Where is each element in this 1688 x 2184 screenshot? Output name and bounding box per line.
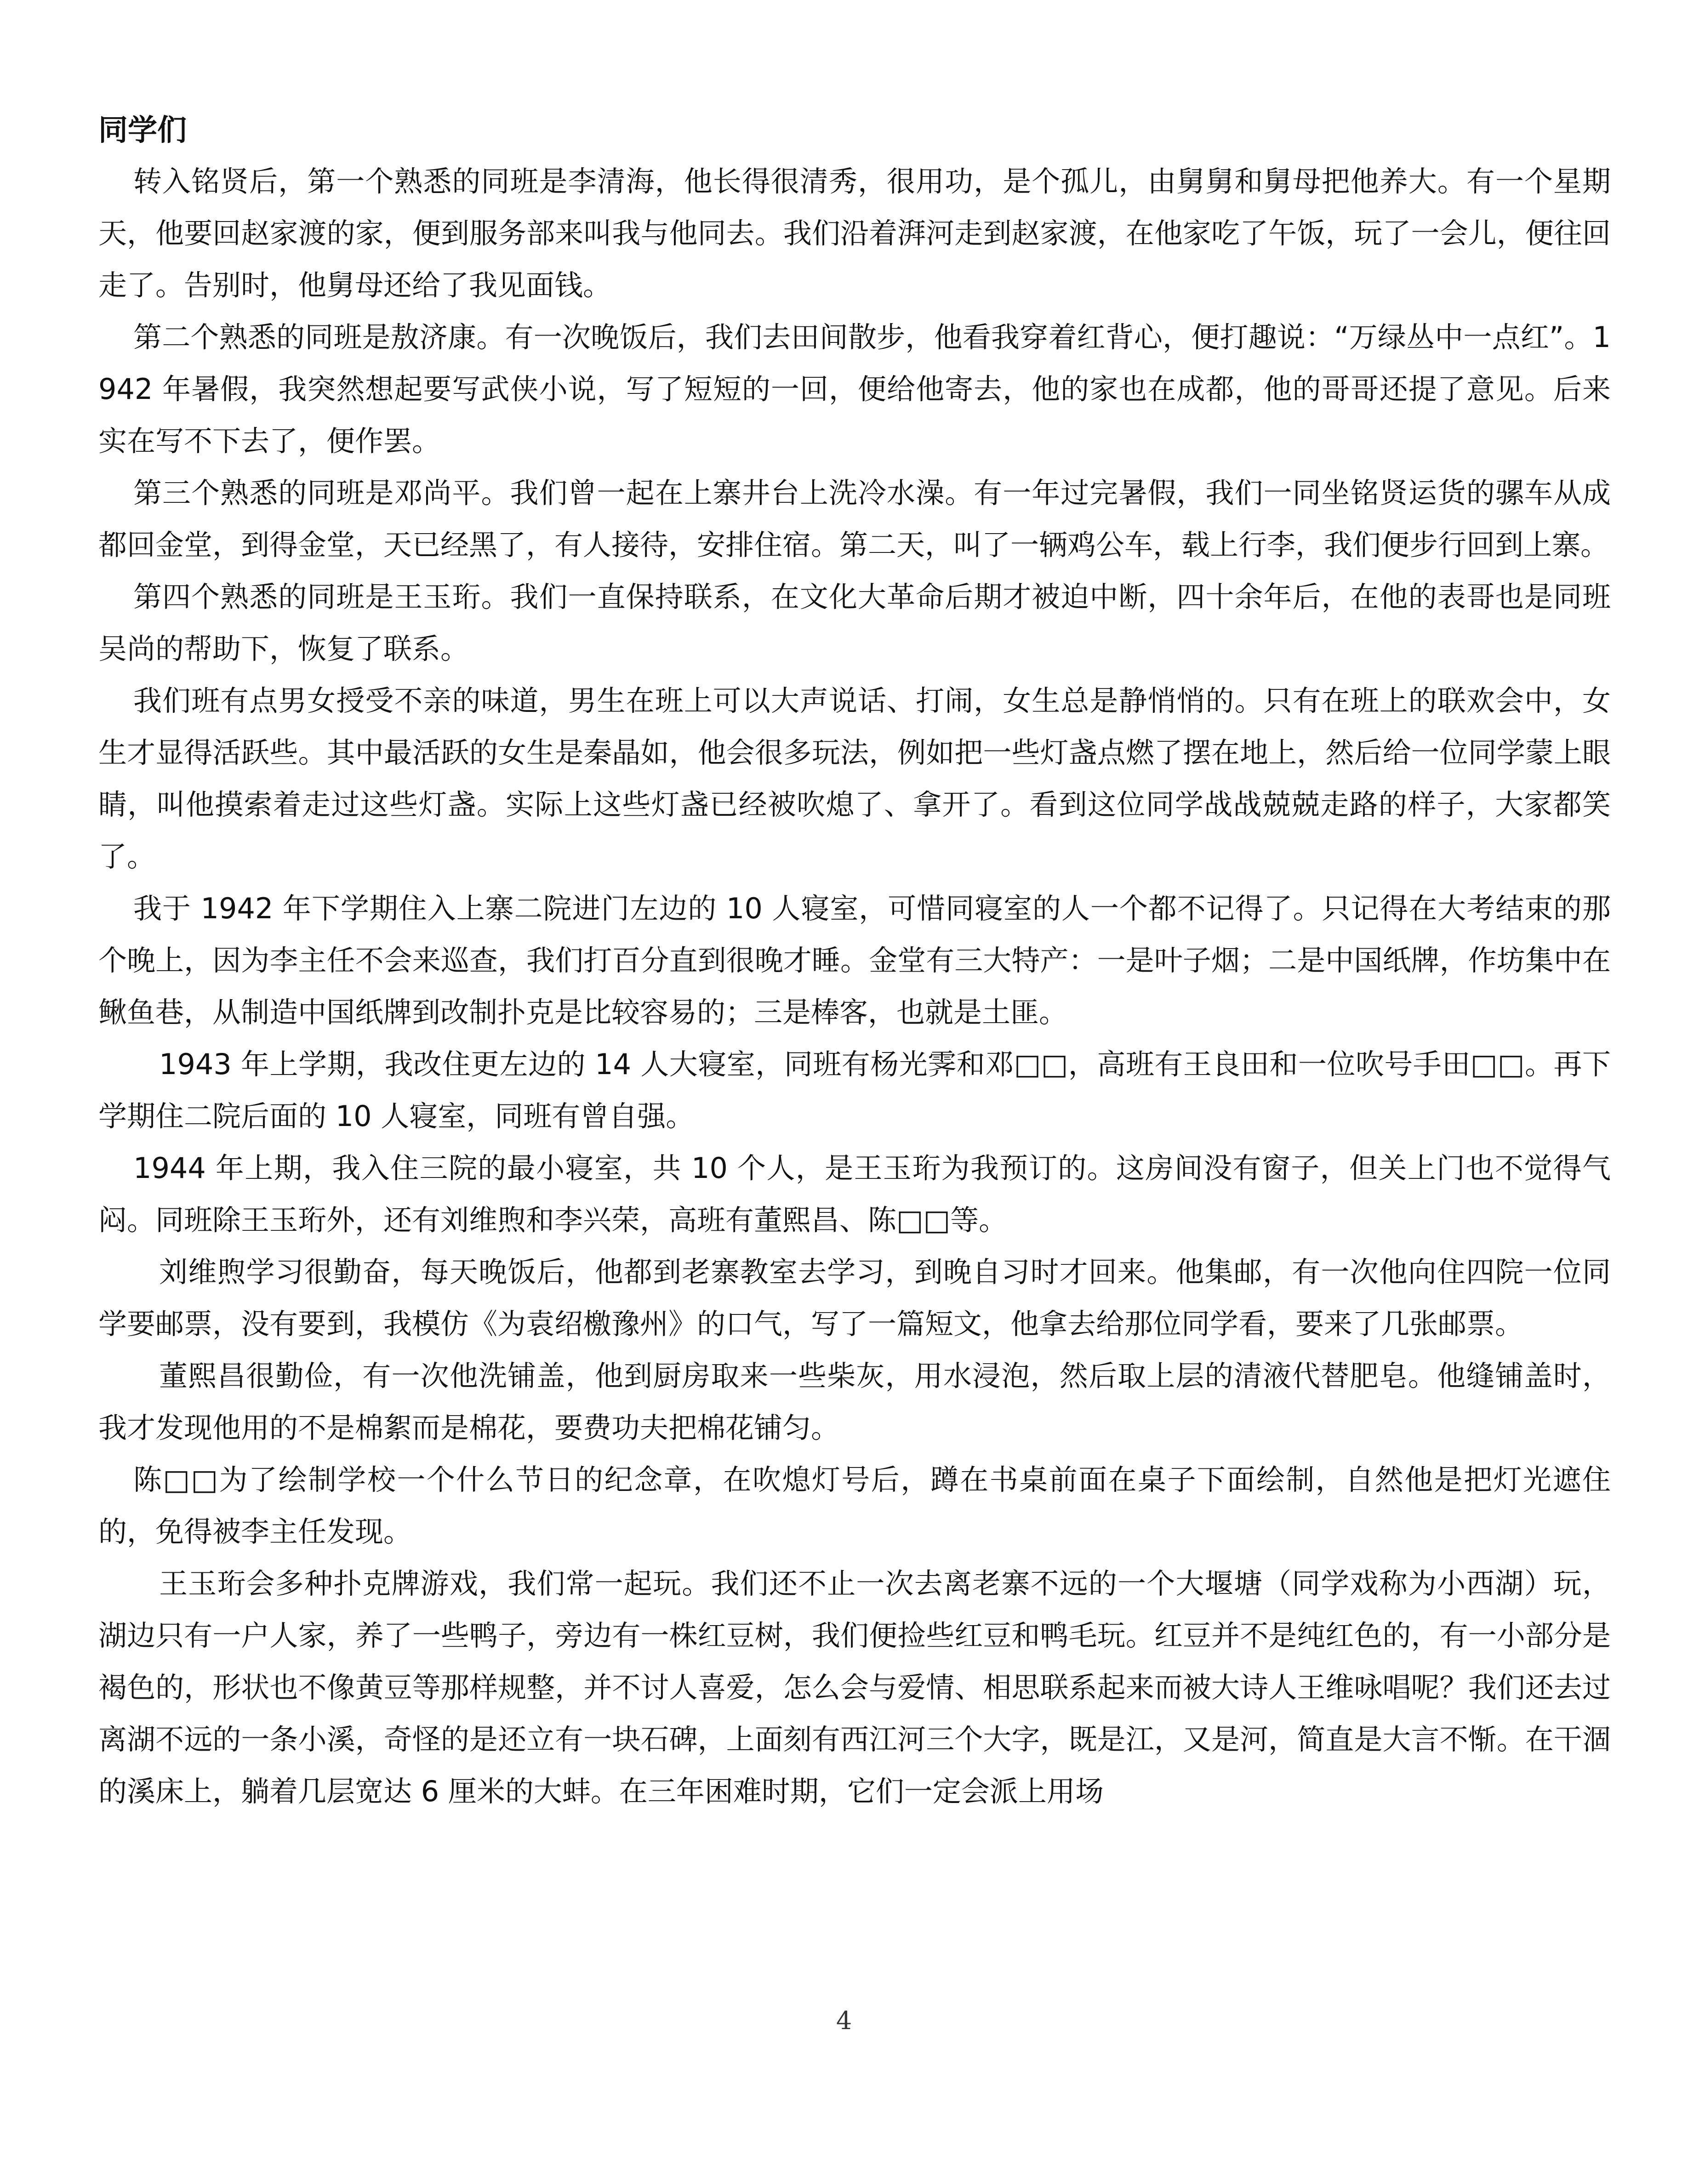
paragraph-dorm-1943: 1943 年上学期，我改住更左边的 14 人大寝室，同班有杨光霁和邓□□，高班有王良田和一位吹号手田□□。再下学期住二院后面的 10 人寝室，同班有曾自强。 [98,1047,1611,1133]
paragraph-ao-jikang: 第二个熟悉的同班是敖济康。有一次晚饭后，我们去田间散步，他看我穿着红背心，便打趣说：“万绿丛中一点红”。1942 年暑假，我突然想起要写武侠小说，写了短短的一回，便给他寄去，他的家也在成都，他的哥哥还提了意见。后来实在写不下去了，便作罢。 [98,320,1611,458]
paragraph-class-atmosphere: 我们班有点男女授受不亲的味道，男生在班上可以大声说话、打闹，女生总是静悄悄的。只有在班上的联欢会中，女生才显得活跃些。其中最活跃的女生是秦晶如，他会很多玩法，例如把一些灯盏点燃了摆在地上，然后给一位同学蒙上眼睛，叫他摸索着走过这些灯盏。实际上这些灯盏已经被吹熄了、拿开了。看到这位同学战战兢兢走路的样子，大家都笑了。 [98,684,1611,873]
page-number: 4 [836,2006,852,2035]
paragraph-li-qinghai: 转入铭贤后，第一个熟悉的同班是李清海，他长得很清秀，很用功，是个孤儿，由舅舅和舅母把他养大。有一个星期天，他要回赵家渡的家，便到服务部来叫我与他同去。我们沿着湃河走到赵家渡，在他家吃了午饭，玩了一会儿，便往回走了。告别时，他舅母还给了我见面钱。 [98,165,1611,302]
paragraph-deng-shangping: 第三个熟悉的同班是邓尚平。我们曾一起在上寨井台上洗冷水澡。有一年过完暑假，我们一同坐铭贤运货的骡车从成都回金堂，到得金堂，天已经黑了，有人接待，安排住宿。第二天，叫了一辆鸡公车，载上行李，我们便步行回到上寨。 [98,476,1611,562]
paragraph-dorm-1942: 我于 1942 年下学期住入上寨二院进门左边的 10 人寝室，可惜同寝室的人一个都不记得了。只记得在大考结束的那个晚上，因为李主任不会来巡查，我们打百分直到很晚才睡。金堂有三大特产：一是叶子烟；二是中国纸牌，作坊集中在鳅鱼巷，从制造中国纸牌到改制扑克是比较容易的；三是棒客，也就是土匪。 [98,892,1611,1029]
paragraph-little-west-lake: 王玉珩会多种扑克牌游戏，我们常一起玩。我们还不止一次去离老寨不远的一个大堰塘（同学戏称为小西湖）玩，湖边只有一户人家，养了一些鸭子，旁边有一株红豆树，我们便捡些红豆和鸭毛玩。红豆并不是纯红色的，有一小部分是褐色的，形状也不像黄豆等那样规整，并不讨人喜爱，怎么会与爱情、相思联系起来而被大诗人王维咏唱呢？我们还去过离湖不远的一条小溪，奇怪的是还立有一块石碑，上面刻有西江河三个大字，既是江，又是河，简直是大言不惭。在干涸的溪床上，躺着几层宽达 6 厘米的大蚌。在三年困难时期，它们一定会派上用场 [98,1567,1611,1808]
paragraph-wang-yuheng: 第四个熟悉的同班是王玉珩。我们一直保持联系，在文化大革命后期才被迫中断，四十余年后，在他的表哥也是同班吴尚的帮助下，恢复了联系。 [98,580,1611,665]
paragraph-dorm-1944: 1944 年上期，我入住三院的最小寝室，共 10 个人，是王玉珩为我预订的。这房间没有窗子，但关上门也不觉得气闷。同班除王玉珩外，还有刘维煦和李兴荣，高班有董熙昌、陈□□等。 [98,1151,1611,1237]
document-body [98,108,1611,1817]
paragraph-liu-weixu: 刘维煦学习很勤奋，每天晚饭后，他都到老寨教室去学习，到晚自习时才回来。他集邮，有一次他向住四院一位同学要邮票，没有要到，我模仿《为袁绍檄豫州》的口气，写了一篇短文，他拿去给那位同学看，要来了几张邮票。 [98,1255,1611,1341]
paragraph-dong-xichang: 董熙昌很勤俭，有一次他洗铺盖，他到厨房取来一些柴灰，用水浸泡，然后取上层的清液代替肥皂。他缝铺盖时，我才发现他用的不是棉絮而是棉花，要费功夫把棉花铺匀。 [98,1359,1611,1445]
section-title: 同学们 [98,114,187,148]
paragraph-chen-badge: 陈□□为了绘制学校一个什么节日的纪念章，在吹熄灯号后，蹲在书桌前面在桌子下面绘制，自然他是把灯光遮住的，免得被李主任发现。 [98,1463,1611,1548]
